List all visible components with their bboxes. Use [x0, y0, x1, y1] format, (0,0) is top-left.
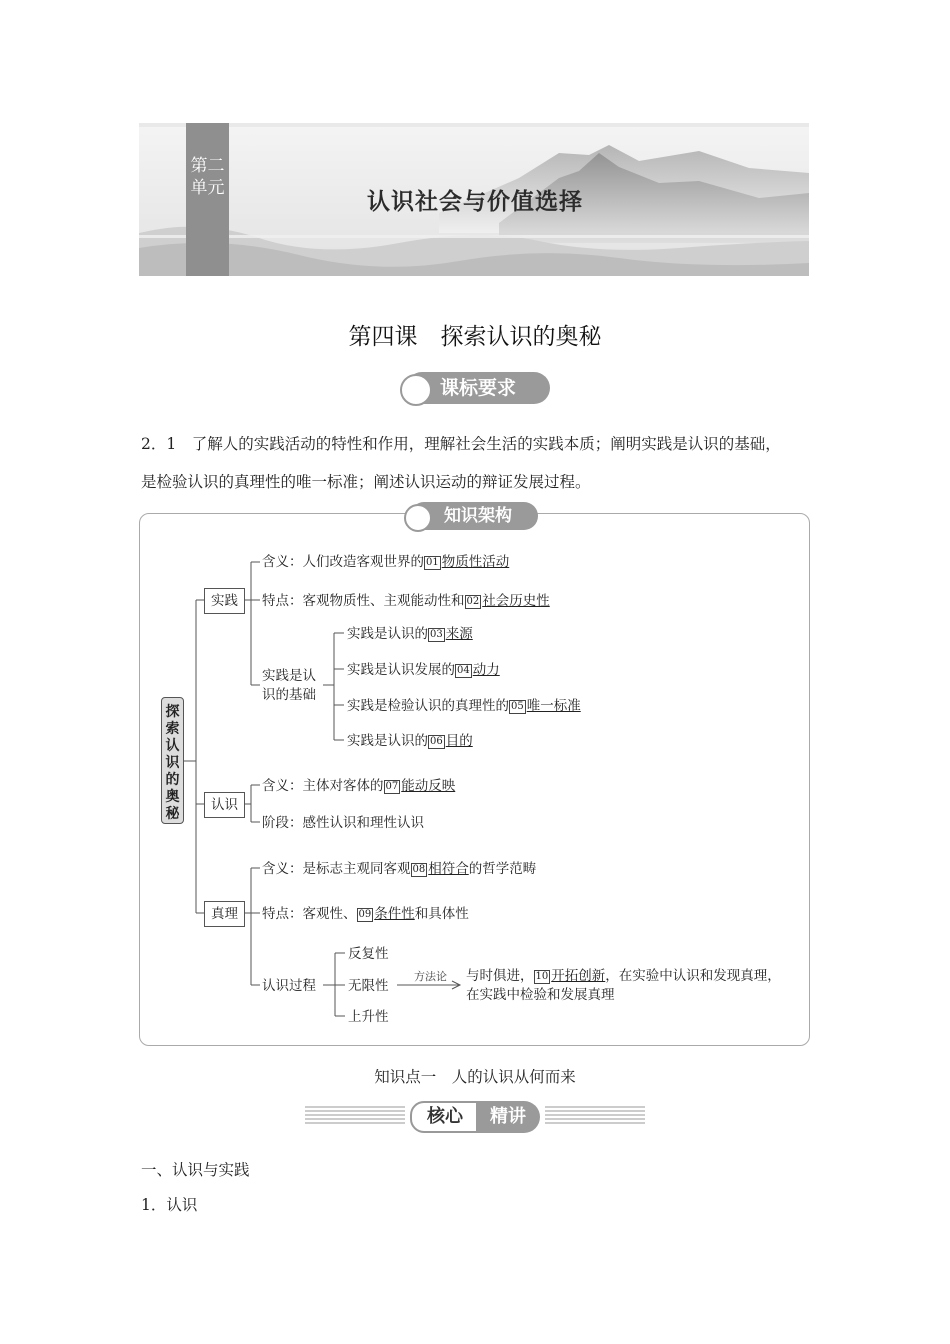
lesson-title: 第四课 探索认识的奥秘: [348, 324, 602, 350]
unit-title: 认识社会与价值选择: [367, 189, 583, 215]
basis-item: 实践是检验认识的真理性的 05 唯一标准: [347, 698, 581, 714]
unit-label: 第二单元: [190, 156, 225, 198]
node-cognition: 认识: [204, 792, 245, 818]
node-practice: 实践: [204, 588, 245, 614]
truth-meaning: 含义：是标志主观同客观 08 相符合的哲学范畴: [262, 861, 537, 877]
cognition-meaning: 含义：主体对客体的 07 能动反映: [262, 778, 456, 794]
cognition-stage: 阶段：感性认识和理性认识: [262, 815, 424, 831]
practice-meaning: 含义：人们改造客观世界的 01 物质性活动: [262, 554, 510, 570]
process-item: 反复性: [348, 946, 389, 962]
practice-trait: 特点：客观物质性、主观能动性和 02 社会历史性: [262, 593, 550, 609]
methodology-line-1: 与时俱进， 10 开拓创新，在实验中认识和发现真理，: [466, 968, 781, 984]
subsection-heading: 1．认识: [141, 1196, 198, 1214]
requirements-line-2: 是检验认识的真理性的唯一标准；阐述认识运动的辩证发展过程。: [141, 473, 591, 491]
basis-item: 实践是认识的 06 目的: [347, 733, 473, 749]
basis-item: 实践是认识的 03 来源: [347, 626, 473, 642]
truth-process-label: 认识过程: [262, 978, 316, 994]
methodology-label: 方法论: [414, 970, 447, 983]
core-badge-part1: 核心: [410, 1101, 480, 1133]
practice-basis-label: 实践是认 识的基础: [262, 668, 316, 703]
process-item: 上升性: [348, 1009, 389, 1025]
requirements-line-1: 2．1 了解人的实践活动的特性和作用，理解社会生活的实践本质；阐明实践是认识的基础，: [141, 435, 781, 453]
process-item: 无限性: [348, 978, 389, 994]
core-badge-part2: 精讲: [476, 1101, 540, 1133]
framework-badge: 知识架构: [410, 502, 538, 530]
node-truth: 真理: [204, 901, 245, 927]
requirements-badge: 课标要求: [406, 372, 550, 404]
section-heading: 一、认识与实践: [141, 1161, 250, 1179]
framework-root: 探索认识的奥秘: [161, 697, 184, 824]
decorative-stripes-left: [305, 1104, 405, 1126]
methodology-line-2: 在实践中检验和发展真理: [466, 987, 615, 1003]
knowledge-point-title: 知识点一 人的认识从何而来: [374, 1068, 576, 1086]
truth-trait: 特点：客观性、 09 条件性和具体性: [262, 906, 469, 922]
decorative-stripes-right: [545, 1104, 645, 1126]
basis-item: 实践是认识发展的 04 动力: [347, 662, 500, 678]
